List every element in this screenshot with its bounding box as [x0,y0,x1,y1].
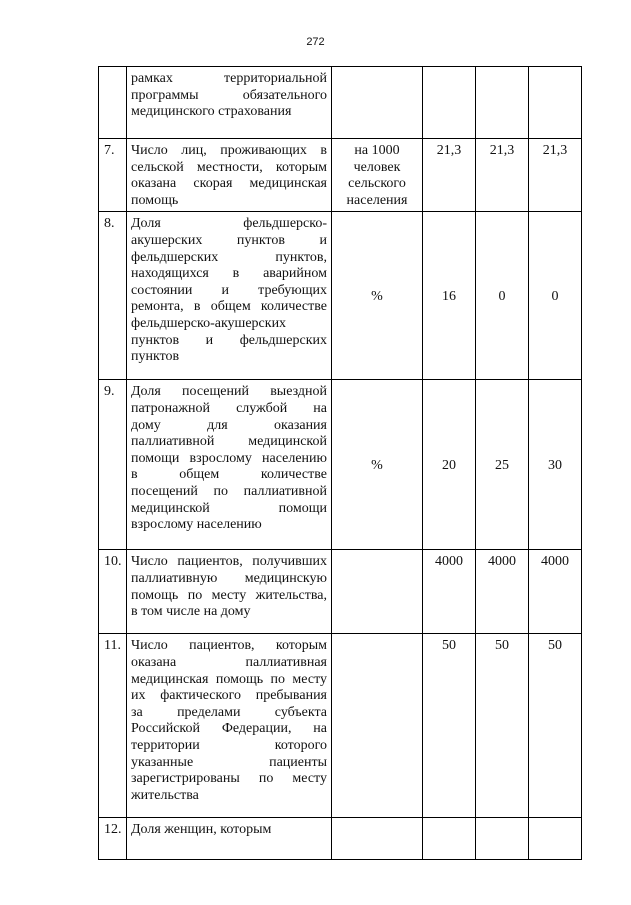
indicator-name-line: паллиативной медицинской [131,434,327,450]
indicators-table [98,66,582,860]
value-year-3: 21,3 [529,139,582,212]
unit-of-measure: % [332,212,423,380]
value-year-1: 50 [423,634,476,818]
indicator-name-line: за пределами субъекта [131,704,327,720]
table-row [99,212,582,380]
value-year-2: 4000 [476,550,529,634]
value-year-1: 21,3 [423,139,476,212]
table-row [99,818,582,860]
table-row [99,380,582,550]
indicator-name-line: Доля посещений выездной [131,384,327,400]
indicator-name-line: находящихся в аварийном [131,266,327,282]
value-year-2: 25 [476,380,529,550]
value-year-1: 4000 [423,550,476,634]
indicator-name-line: пунктов [131,349,180,365]
row-number: 10. [99,550,127,634]
indicator-name [127,550,332,634]
indicator-name-line: фельдшерско-акушерских [131,315,287,331]
indicator-name-line: фельдшерских пунктов, [131,249,327,265]
indicator-name-line: сельской местности, которым [131,159,327,175]
indicator-name-line: посещений по паллиативной [131,483,327,499]
value-year-3: 50 [529,634,582,818]
indicator-name-line: жительства [131,787,199,803]
indicator-name [127,67,332,139]
value-year-3 [529,818,582,860]
row-number: 9. [99,380,127,550]
value-year-3 [529,67,582,139]
unit-of-measure [332,818,423,860]
indicator-name-line: указанные пациенты [131,754,327,770]
value-year-3: 30 [529,380,582,550]
indicator-name [127,212,332,380]
indicator-name-line: Российской Федерации, на [131,721,327,737]
value-year-1 [423,67,476,139]
value-year-2: 50 [476,634,529,818]
indicator-name-line: медицинской помощи [131,500,327,516]
indicator-name [127,139,332,212]
value-year-1 [423,818,476,860]
indicator-name-line: их фактического пребывания [131,688,327,704]
indicator-name-line: оказана скорая медицинская [131,176,327,192]
indicator-name-line: взрослому населению [131,517,262,533]
value-year-2 [476,67,529,139]
indicator-name-line: рамках территориальной [131,71,327,86]
indicator-name-line: оказана паллиативная [131,654,327,670]
value-year-1: 16 [423,212,476,380]
row-number [99,67,127,139]
table-row [99,139,582,212]
indicator-name-line: медицинского страхования [131,104,292,120]
indicator-name-line: акушерских пунктов и [131,232,327,248]
row-number: 12. [99,818,127,860]
indicator-name-line: медицинская помощь по месту [131,671,327,687]
indicator-name-line: Число лиц, проживающих в [131,143,327,158]
indicator-name-line: дому для оказания [131,417,327,433]
indicator-name-line: патронажной службой на [131,400,327,416]
indicator-name [127,818,332,860]
unit-of-measure [332,550,423,634]
indicator-name-line: Доля женщин, которым [131,822,272,838]
indicator-name-line: помощи взрослому населению [131,450,327,466]
indicator-name-line: паллиативную медицинскую [131,570,327,586]
indicator-name-line: состоянии и требующих [131,282,327,298]
value-year-3: 0 [529,212,582,380]
indicator-name-line: Число пациентов, которым [131,638,327,654]
unit-of-measure [332,67,423,139]
indicator-name [127,634,332,818]
value-year-2: 0 [476,212,529,380]
indicator-name-line: Доля фельдшерско- [131,216,327,232]
indicator-name-line: в общем количестве [131,467,327,483]
value-year-1: 20 [423,380,476,550]
indicators-table-body [99,67,582,860]
table-row [99,550,582,634]
value-year-2: 21,3 [476,139,529,212]
indicator-name-line: программы обязательного [131,87,327,103]
unit-of-measure: % [332,380,423,550]
row-number: 8. [99,212,127,380]
row-number: 7. [99,139,127,212]
unit-of-measure [332,634,423,818]
unit-of-measure: на 1000 человек сельского населения [332,139,423,212]
indicator-name-line: в том числе на дому [131,604,251,620]
indicator-name-line: помощь по месту жительства, [131,587,327,603]
indicator-name-line: Число пациентов, получивших [131,554,327,570]
indicator-name-line: ремонта, в общем количестве [131,299,327,315]
indicator-name-line: территории которого [131,737,327,753]
indicator-name-line: помощь [131,192,179,208]
indicator-name [127,380,332,550]
table-row [99,634,582,818]
value-year-3: 4000 [529,550,582,634]
table-row [99,67,582,139]
page-number: 272 [306,36,325,48]
indicator-name-line: зарегистрированы по месту [131,771,327,787]
indicator-name-line: пунктов и фельдшерских [131,332,327,348]
value-year-2 [476,818,529,860]
row-number: 11. [99,634,127,818]
